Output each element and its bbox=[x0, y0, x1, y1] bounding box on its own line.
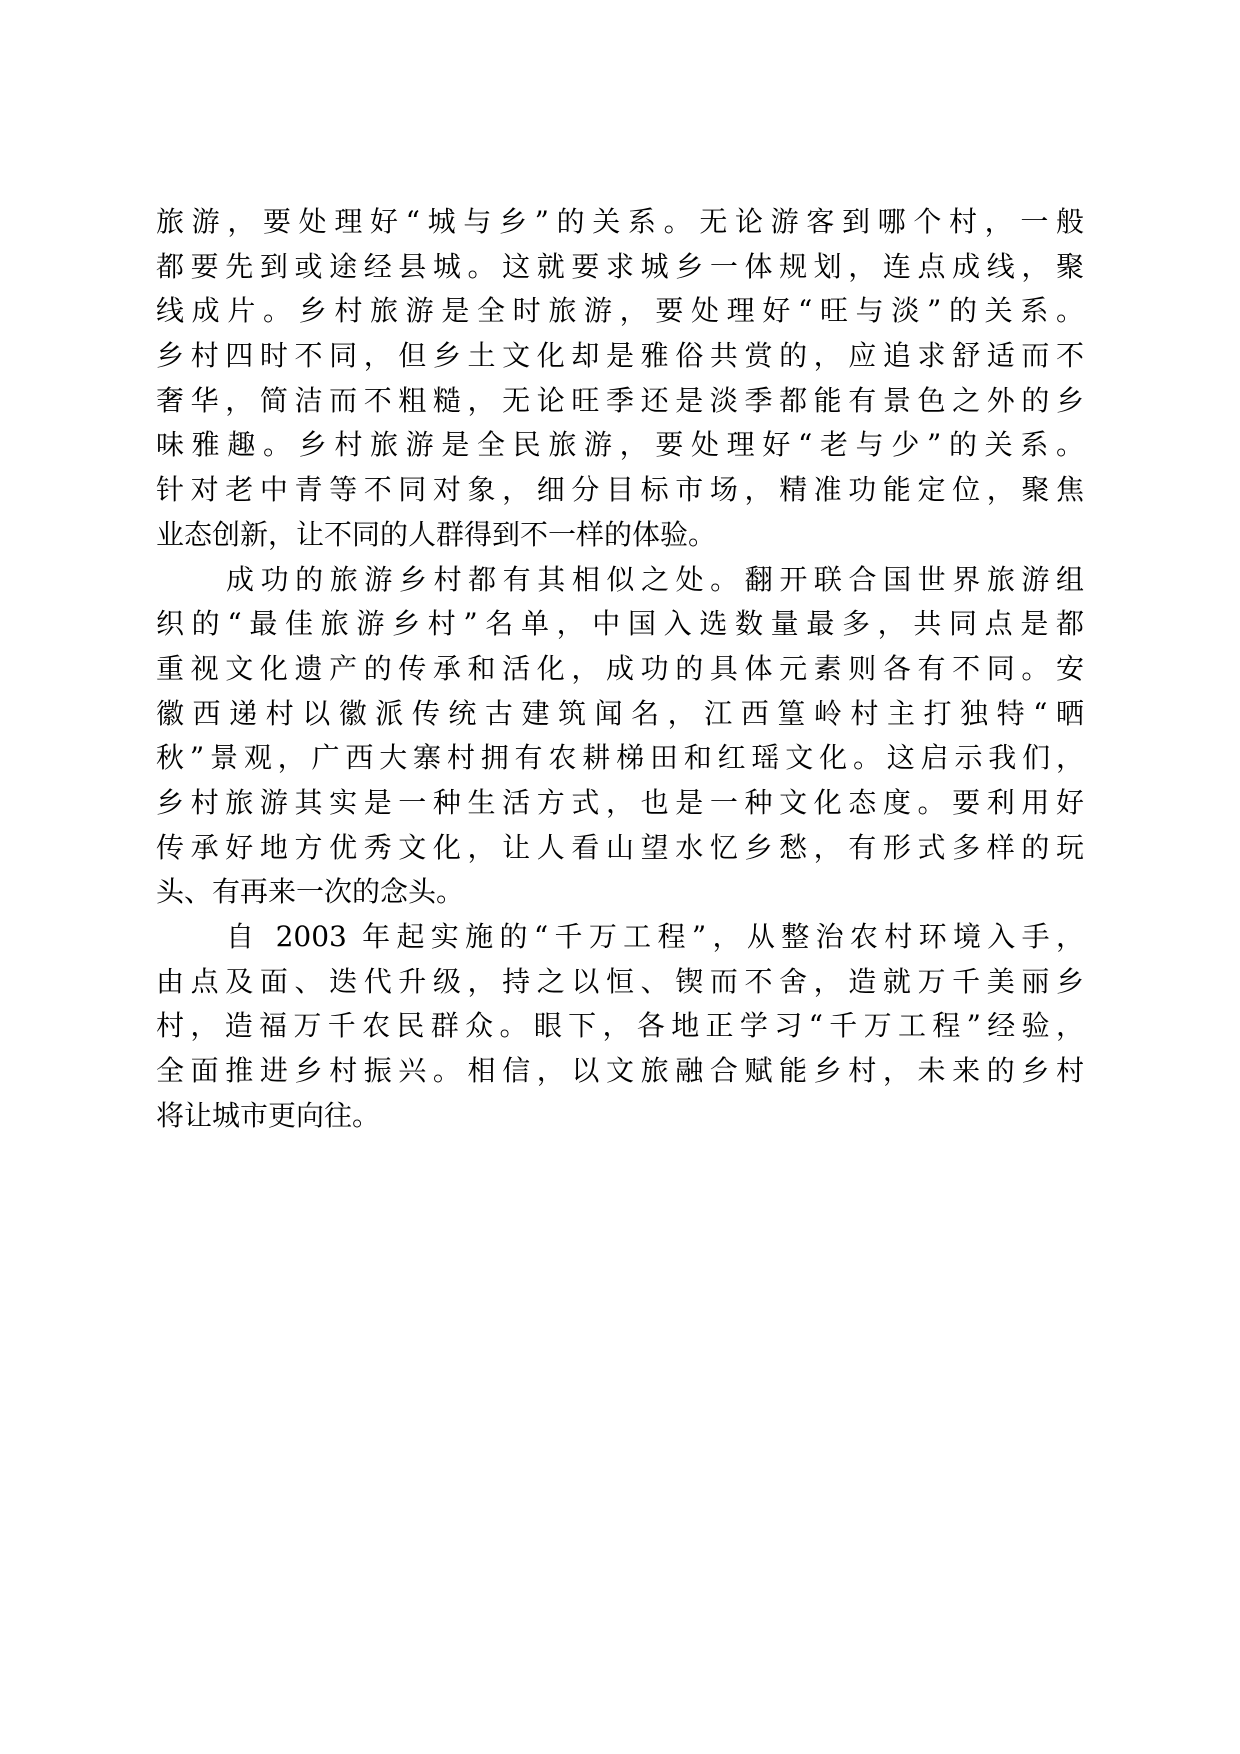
text-line: 头、有再来一次的念头。 bbox=[156, 875, 465, 909]
text-line: 针对老中青等不同对象，细分目标市场，精准功能定位，聚焦 bbox=[156, 473, 1084, 507]
text-line: 重视文化遗产的传承和活化，成功的具体元素则各有不同。安 bbox=[156, 651, 1084, 685]
text-line: 秋”景观，广西大寨村拥有农耕梯田和红瑶文化。这启示我们， bbox=[156, 741, 1084, 775]
text-line: 都要先到或途经县城。这就要求城乡一体规划，连点成线，聚 bbox=[156, 249, 1084, 283]
text-line: 将让城市更向往。 bbox=[156, 1098, 381, 1132]
text-line: 织的“最佳旅游乡村”名单，中国入选数量最多，共同点是都 bbox=[156, 607, 1084, 641]
text-line: 线成片。乡村旅游是全时旅游，要处理好“旺与淡”的关系。 bbox=[156, 294, 1084, 328]
text-line: 奢华，简洁而不粗糙，无论旺季还是淡季都能有景色之外的乡 bbox=[156, 383, 1084, 417]
text-line: 全面推进乡村振兴。相信，以文旅融合赋能乡村，未来的乡村 bbox=[156, 1054, 1084, 1088]
body-text bbox=[156, 200, 1084, 1138]
text-line: 徽西递村以徽派传统古建筑闻名，江西篁岭村主打独特“晒 bbox=[156, 696, 1084, 730]
paragraph-first-line: 自 2003 年起实施的“千万工程”，从整治农村环境入手， bbox=[226, 920, 1084, 953]
text-line: 传承好地方优秀文化，让人看山望水忆乡愁，有形式多样的玩 bbox=[156, 830, 1084, 864]
paragraph-first-line: 成功的旅游乡村都有其相似之处。翻开联合国世界旅游组 bbox=[226, 562, 1084, 596]
text-line: 由点及面、迭代升级，持之以恒、锲而不舍，造就万千美丽乡 bbox=[156, 964, 1084, 998]
text-line: 乡村旅游其实是一种生活方式，也是一种文化态度。要利用好 bbox=[156, 785, 1084, 819]
text-line: 旅游，要处理好“城与乡”的关系。无论游客到哪个村，一般 bbox=[156, 205, 1084, 238]
text-line: 村，造福万千农民群众。眼下，各地正学习“千万工程”经验， bbox=[156, 1009, 1084, 1043]
text-line: 乡村四时不同，但乡土文化却是雅俗共赏的，应追求舒适而不 bbox=[156, 339, 1084, 373]
text-line: 业态创新，让不同的人群得到不一样的体验。 bbox=[156, 517, 717, 551]
text-line: 味雅趣。乡村旅游是全民旅游，要处理好“老与少”的关系。 bbox=[156, 428, 1084, 462]
